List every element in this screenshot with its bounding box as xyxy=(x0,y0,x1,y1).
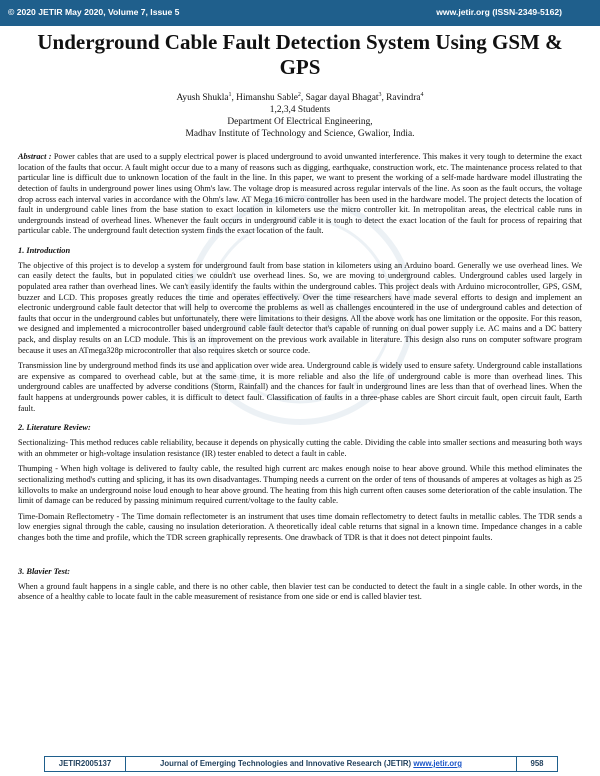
section-heading-literature-review: 2. Literature Review: xyxy=(18,423,91,433)
paragraph: Transmission line by underground method finds its use and application over wide area. Underground cable is widely used to ensure safety. Underground cable installations are expensive as compared to overhead cable, but at the same time, it is more reliable and also the life of underground cable is more than overhead lines. This underground cables are unaffected by adverse conditions (Storm, Rainfall) and the chances for fault in underground lines are less than that of overhead lines. When the fault happens at undergrounds power cables, it is difficult to detect fault. Classification of faults in a three-phase cables are Short circuit fault, open circuit fault, Earth fault. xyxy=(18,361,582,413)
paper-title: Underground Cable Fault Detection System Using GSM & GPS xyxy=(37,30,563,79)
abstract xyxy=(18,152,582,237)
author-name: Ravindra xyxy=(386,93,421,104)
page-number: 958 xyxy=(516,757,557,771)
author-names: Ayush Shukla$^1$, Himanshu Sable$^2$, Sagar dayal Bhagat$^3$, Ravindra$^4$ xyxy=(176,92,424,104)
header-issue-info: © 2020 JETIR May 2020, Volume 7, Issue 5 xyxy=(8,7,180,17)
paragraph: Thumping - When high voltage is delivered to faulty cable, the resulted high current arc makes enough noise to hear above ground. While this method eliminates the sectionalizing method's cutting and splicing, it has its own disadvantages. Thumping needs a current on the order of tens of thousands of amperes at voltages as high as 25 killovolts to make an underground noise loud enough to hear above ground. The heating from this high current often causes some deterioration of the cable insulation. The limit of damage can be reduced by passing minimum required current/voltage to the faulty cable. xyxy=(18,464,582,506)
journal-header-bar xyxy=(0,0,600,26)
author-name: Himanshu Sable xyxy=(236,93,298,104)
paragraph: Time-Domain Reflectometry - The Time domain reflectometer is an instrument that uses time domain reflectometry to detect faults in metallic cables. The TDR sends a low energies signal through the cable, causing no insulation deterioration. A theoretically ideal cable returns that signal in a known time. Impedance changes in a cable changes both the time and profile, which the TDR screen graphically represents. One drawback of TDR is that it does not detect pinpoint faults. xyxy=(18,511,582,542)
author-name: Ayush Shukla xyxy=(176,93,229,104)
paper-id: JETIR2005137 xyxy=(45,757,126,771)
watermark-text: JETIR xyxy=(226,283,374,341)
footer-journal-name: Journal of Emerging Technologies and Innovative Research (JETIR) www.jetir.org xyxy=(160,759,462,768)
paragraph: The objective of this project is to develop a system for underground fault from base station in kilometers using an Arduino board. Generally we use overhead lines. We can easily detect the faults, but in populated cities we couldn't use overhead lines. So, we are moving to underground cables. Underground cables used largely in populated area rather than overhead lines. We can't easily identify the faults within the underground cables. This project deals with Arduino microcontroller, GPS, GSM, buzzer and LCD. This proposes greatly reduces the time and operates effectively. Over the time researchers have made several efforts to design and implement an electronic underground cable fault detector that will help to overcome the problems as well as challenges encountered in the use of underground cables and detection of faults that occur in the underground cables but unfortunately, there were limitations to their designs. All the above work has one limitation or the opposite. For this reason, we designed and implemented a microcontroller based underground cable fault detector that's capable of running on dual power supply i.e. AC mains and a DC battery pack, and display results on an LCD module. This is an improvement on the previous work available in literature. This design also runs on computer software program because it uses an ATmega328p microcontroller that also requires sketch or source code. xyxy=(18,260,582,355)
abstract-text: Power cables that are used to a supply electrical power is placed underground to avoid unwanted interference. This makes it very tough to determine the exact location of the faults that occur. A fault might occur due to a many of reasons such as digging, earthquake, construction work, etc. The maintenance process related to that particular line is difficult due to unknown location of the fault in the line. In this paper, we want to present the working of a self-made hardware model illustrating the detection of faults in underground power lines using Ohm's law. The voltage drop is measured across regular intervals of the line. As soon as the fault occurs, the voltage drop across each interval varies in accordance with the Ohm's law. AT Mega 16 micro controller has been used in the hardware model. The project detects the location of fault in underground cable lines from the base station to exact location in kilometers use the micro controller kit. In metropolitan areas, the electrical cable runs in undergrounds instead of overhead lines. Whenever the fault occurs in underground cable it is tough to detect the exact location of the fault for process of repairing that particular cable. The underground fault detection system finds the exact location of the fault. xyxy=(18,152,582,236)
journal-footer xyxy=(44,756,558,772)
abstract-label: Abstract : xyxy=(18,152,52,162)
section-heading-introduction: 1. Introduction xyxy=(18,245,71,255)
footer-website-link[interactable]: www.jetir.org xyxy=(413,759,462,768)
section-heading-blavier-test: 3. Blavier Test: xyxy=(18,566,71,576)
author-name: Sagar dayal Bhagat xyxy=(305,93,379,104)
paper-body xyxy=(18,30,582,603)
author-role: 1,2,3,4 Students xyxy=(269,105,331,116)
author-block xyxy=(18,89,582,140)
header-website-issn[interactable]: www.jetir.org (ISSN-2349-5162) xyxy=(436,7,562,17)
author-department: Department Of Electrical Engineering, xyxy=(227,117,373,128)
paragraph: Sectionalizing- This method reduces cable reliability, because it depends on physically cutting the cable. Dividing the cable into smaller sections and measuring both ways with an ohmmeter or high-voltage insulation resistance (IR) tester enabled to detect a fault in cable. xyxy=(18,438,582,458)
paragraph: When a ground fault happens in a single cable, and there is no other cable, then blavier test can be conducted to detect the fault in a single cable. In other words, in the absence of a healthy cable to locate fault in the cable measurement of resistance from one side or end is called blavier test. xyxy=(18,581,582,602)
author-institute: Madhav Institute of Technology and Science, Gwalior, India. xyxy=(185,129,415,140)
